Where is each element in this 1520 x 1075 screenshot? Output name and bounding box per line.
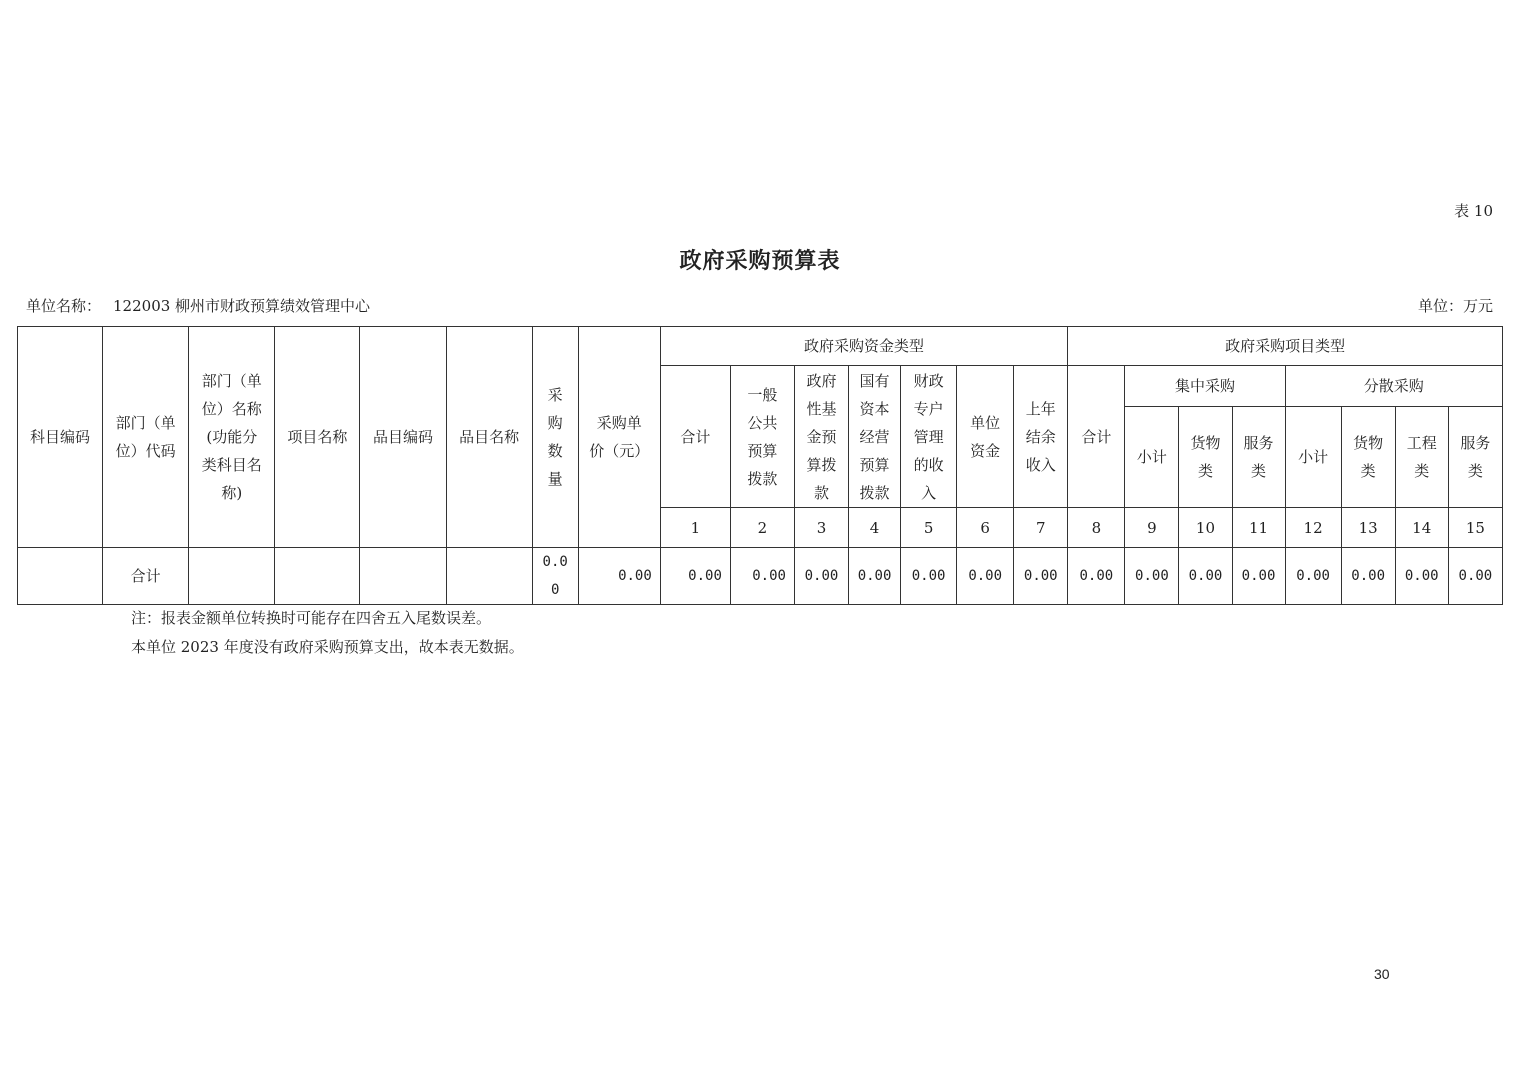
header-goods-decentralized: 货物 类	[1341, 407, 1395, 508]
header-services-decentralized: 服务 类	[1448, 407, 1502, 508]
column-number: 7	[1014, 508, 1068, 548]
header-last-year-balance: 上年 结余 收入	[1014, 366, 1068, 508]
header-general-public: 一般 公共 预算 拨款	[730, 366, 794, 508]
header-fund-total: 合计	[660, 366, 730, 508]
total-unit-price: 0.00	[578, 548, 660, 605]
header-dept-code: 部门（单 位）代码	[103, 327, 189, 548]
column-number: 1	[660, 508, 730, 548]
total-value: 0.00	[730, 548, 794, 605]
column-number: 5	[901, 508, 957, 548]
column-number: 3	[794, 508, 848, 548]
column-number: 14	[1395, 508, 1448, 548]
total-value: 0.00	[794, 548, 848, 605]
table-number: 表 10	[1454, 202, 1493, 220]
total-value: 0.00	[849, 548, 901, 605]
total-row	[18, 548, 1503, 605]
column-number: 10	[1179, 508, 1232, 548]
total-value: 0.00	[1341, 548, 1395, 605]
total-subject-code	[18, 548, 103, 605]
rounding-note: 注：报表金额单位转换时可能存在四舍五入尾数误差。	[131, 609, 492, 627]
total-item-name	[446, 548, 532, 605]
header-fund-type: 政府采购资金类型	[660, 327, 1068, 366]
procurement-budget-table	[17, 326, 1503, 605]
total-value: 0.00	[1014, 548, 1068, 605]
total-value: 0.00	[1232, 548, 1285, 605]
column-number: 13	[1341, 508, 1395, 548]
header-unit-fund: 单位 资金	[957, 366, 1014, 508]
column-number: 6	[957, 508, 1014, 548]
total-value: 0.00	[1125, 548, 1179, 605]
total-value: 0.00	[957, 548, 1014, 605]
total-value: 0.00	[1285, 548, 1341, 605]
page-title: 政府采购预算表	[679, 248, 841, 274]
header-item-code: 品目编码	[360, 327, 446, 548]
column-number: 4	[849, 508, 901, 548]
unit-name-value: 122003 柳州市财政预算绩效管理中心	[113, 297, 371, 315]
total-value: 0.00	[1179, 548, 1232, 605]
header-engineering-decentralized: 工程 类	[1395, 407, 1448, 508]
header-subtotal-decentralized: 小计	[1285, 407, 1341, 508]
total-label: 合计	[103, 548, 189, 605]
header-subject-code: 科目编码	[18, 327, 103, 548]
header-item-name: 品目名称	[446, 327, 532, 548]
column-number: 15	[1448, 508, 1502, 548]
header-project-name: 项目名称	[275, 327, 360, 548]
header-project-type: 政府采购项目类型	[1068, 327, 1503, 366]
header-centralized: 集中采购	[1125, 366, 1285, 407]
header-services-centralized: 服务 类	[1232, 407, 1285, 508]
unit-name-line	[26, 295, 370, 316]
total-dept-name	[189, 548, 275, 605]
total-value: 0.00	[1395, 548, 1448, 605]
header-fiscal-special: 财政 专户 管理 的收 入	[901, 366, 957, 508]
currency-unit: 单位：万元	[1417, 297, 1493, 315]
unit-name-label: 单位名称：	[26, 297, 102, 315]
header-quantity: 采 购 数 量	[532, 327, 578, 548]
column-number: 11	[1232, 508, 1285, 548]
header-dept-name: 部门（单 位）名称 (功能分 类科目名 称)	[189, 327, 275, 548]
column-number: 9	[1125, 508, 1179, 548]
column-number: 8	[1068, 508, 1125, 548]
header-gov-fund: 政府 性基 金预 算拨 款	[794, 366, 848, 508]
total-value: 0.00	[660, 548, 730, 605]
column-number: 2	[730, 508, 794, 548]
total-project-name	[275, 548, 360, 605]
no-data-note: 本单位 2023 年度没有政府采购预算支出，故本表无数据。	[131, 638, 524, 656]
column-number: 12	[1285, 508, 1341, 548]
total-value: 0.00	[1448, 548, 1502, 605]
header-goods-centralized: 货物 类	[1179, 407, 1232, 508]
total-item-code	[360, 548, 446, 605]
total-quantity: 0.0 0	[532, 548, 578, 605]
header-decentralized: 分散采购	[1285, 366, 1502, 407]
page-number: 30	[1374, 966, 1390, 982]
header-unit-price: 采购单 价（元）	[578, 327, 660, 548]
total-value: 0.00	[1068, 548, 1125, 605]
total-value: 0.00	[901, 548, 957, 605]
header-state-capital: 国有 资本 经营 预算 拨款	[849, 366, 901, 508]
header-project-total: 合计	[1068, 366, 1125, 508]
header-subtotal-centralized: 小计	[1125, 407, 1179, 508]
